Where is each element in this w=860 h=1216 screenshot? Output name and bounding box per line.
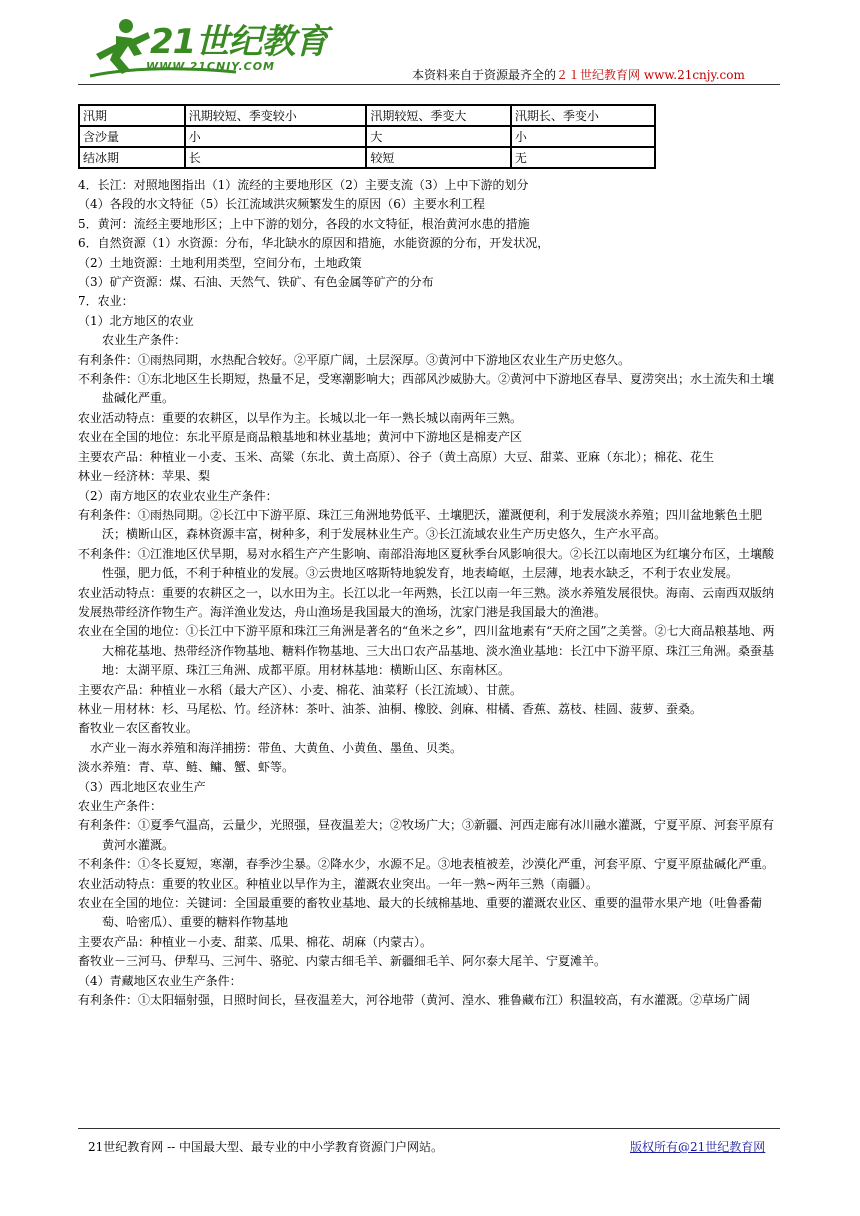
- table-cell: 小: [511, 126, 655, 147]
- header-note-url[interactable]: www.21cnjy.com: [643, 68, 745, 82]
- body-paragraph: 有利条件：①雨热同期。②长江中下游平原、珠江三角洲地势低平、土壤肥沃，灌溉便利，利于发展淡水养殖；四川盆地紫色土肥沃；横断山区，森林资源丰富，树种多，利于发展林业生产。③长江流域农业生产历史悠久，生产水平高。: [78, 507, 763, 542]
- body-line: 淡水养殖：青、草、鲢、鳙、蟹、虾等。: [78, 760, 295, 775]
- body-line: 农业生产条件：: [102, 333, 187, 348]
- logo-url: WWW.21CNJY.COM: [146, 60, 275, 73]
- body-paragraph: 农业在全国的地位：东北平原是商品粮基地和林业基地；黄河中下游地区是棉麦产区: [78, 430, 523, 445]
- subsection-heading: （1）北方地区的农业: [78, 313, 194, 328]
- body-line: （4）各段的水文特征（5）长江流域洪灾频繁发生的原因（6）主要水利工程: [78, 197, 485, 212]
- body-paragraph: 主要农产品：种植业－小麦、玉米、高粱（东北、黄土高原）、谷子（黄土高原）大豆、甜菜、亚麻（东北）；棉花、花生: [78, 449, 715, 464]
- body-paragraph: 有利条件：①太阳辐射强，日照时间长，昼夜温差大，河谷地带（黄河、湟水、雅鲁藏布江）积温较高，有水灌溉。②草场广阔: [78, 993, 751, 1008]
- footer-tagline: 21世纪教育网 -- 中国最大型、最专业的中小学教育资源门户网站。: [88, 1140, 444, 1154]
- subsection-heading: （4）青藏地区农业生产条件：: [78, 973, 242, 988]
- body-paragraph: 农业活动特点：重要的牧业区。种植业以旱作为主，灌溉农业突出。一年一熟~两年三熟（南疆）。: [78, 876, 599, 891]
- table-row: [79, 105, 655, 126]
- table-cell: 汛期较短、季变较小: [185, 105, 367, 126]
- body-paragraph: 农业在全国的地位：①长江中下游平原和珠江三角洲是著名的“鱼米之乡”，四川盆地素有“天府之国”之美誉。②七大商品粮基地、两大棉花基地、热带经济作物基地、糖料作物基地、三大出口农产品基地、淡水渔业基地：长江中下游平原、珠江三角洲。桑蚕基地：太湖平原、珠江三角洲、成都平原。用材林基地：横断山区、东南林区。: [78, 624, 775, 678]
- table-row: [79, 147, 655, 168]
- header-note-prefix: 本资料来自于资源最齐全的: [412, 68, 557, 82]
- body-line: 林业－用材林：杉、马尾松、竹。经济林：茶叶、油茶、油桐、橡胶、剑麻、柑橘、香蕉、荔枝、桂圆、菠萝、蚕桑。: [78, 701, 703, 716]
- body-paragraph: 不利条件：①东北地区生长期短，热量不足，受寒潮影响大；西部风沙威胁大。②黄河中下游地区春旱、夏涝突出；水土流失和土壤盐碱化严重。: [78, 372, 775, 406]
- body-paragraph: 有利条件：①雨热同期，水热配合较好。②平原广阔，土层深厚。③黄河中下游地区农业生产历史悠久。: [78, 352, 631, 367]
- document-body: [78, 176, 782, 1010]
- logo-text: 21世纪教育: [150, 22, 328, 62]
- subsection-heading: （2）南方地区的农业农业生产条件：: [78, 488, 278, 503]
- table-cell: 含沙量: [79, 126, 185, 147]
- header-divider: [78, 84, 780, 85]
- body-paragraph: 农业活动特点：重要的农耕区之一，以水田为主。长江以北一年两熟，长江以南一年三熟。淡水养殖发展很快。海南、云南西双版纳发展热带经济作物生产。海洋渔业发达，舟山渔场是我国最大的渔场，沈家门港是我国最大的渔港。: [78, 585, 775, 619]
- body-line: 4．长江：对照地图指出（1）流经的主要地形区（2）主要支流（3）上中下游的划分: [78, 178, 529, 192]
- body-line: 主要农产品：种植业－水稻（最大产区）、小麦、棉花、油菜籽（长江流域）、甘蔗。: [78, 682, 523, 697]
- body-paragraph: 不利条件：①江淮地区伏旱期，易对水稻生产产生影响、南部沿海地区夏秋季台风影响很大。②长江以南地区为红壤分布区，土壤酸性强，肥力低，不利于种植业的发展。③云贵地区喀斯特地貌发育，地表崎岖，土层薄，地表水缺乏，不利于农业发展。: [78, 546, 775, 581]
- copyright-link[interactable]: 版权所有@21世纪教育网: [630, 1140, 766, 1154]
- body-paragraph: 农业活动特点：重要的农耕区，以旱作为主。长城以北一年一熟长城以南两年三熟。: [78, 410, 523, 425]
- river-comparison-table: [78, 104, 656, 169]
- section-heading: 7．农业：: [78, 294, 134, 309]
- body-line: 林业－经济林：苹果、梨: [78, 469, 211, 484]
- table-cell: 汛期较短、季变大: [366, 105, 511, 126]
- body-paragraph: 畜牧业－三河马、伊犁马、三河牛、骆驼、内蒙古细毛羊、新疆细毛羊、阿尔泰大尾羊、宁夏滩羊。: [78, 954, 607, 969]
- table-cell: 长: [185, 147, 367, 168]
- table-cell: 小: [185, 126, 367, 147]
- body-line: 6．自然资源（1）水资源：分布，华北缺水的原因和措施，水能资源的分布，开发状况，: [78, 236, 550, 251]
- body-paragraph: 主要农产品：种植业－小麦、甜菜、瓜果、棉花、胡麻（内蒙古）。: [78, 934, 433, 949]
- footer-divider: [78, 1128, 780, 1129]
- body-line: （3）矿产资源：煤、石油、天然气、铁矿、有色金属等矿产的分布: [78, 275, 434, 290]
- subsection-heading: （3）西北地区农业生产: [78, 779, 206, 794]
- body-line: （2）土地资源：土地利用类型，空间分布，土地政策: [78, 255, 362, 270]
- table-cell: 结冰期: [79, 147, 185, 168]
- body-line: 农业生产条件：: [78, 799, 163, 813]
- table-cell: 无: [511, 147, 655, 168]
- page-header: [0, 0, 860, 100]
- table-cell: 较短: [366, 147, 511, 168]
- table-row: [79, 126, 655, 147]
- header-note-brand[interactable]: ２１世纪教育网: [556, 68, 641, 82]
- table-cell: 汛期: [79, 105, 185, 126]
- body-paragraph: 不利条件：①冬长夏短，寒潮，春季沙尘暴。②降水少，水源不足。③地表植被差，沙漠化严重，河套平原、宁夏平原盐碱化严重。: [78, 857, 775, 872]
- body-line: 水产业－海水养殖和海洋捕捞：带鱼、大黄鱼、小黄鱼、墨鱼、贝类。: [90, 740, 463, 755]
- body-paragraph: 有利条件：①夏季气温高，云量少，光照强，昼夜温差大；②牧场广大；③新疆、河西走廊有冰川融水灌溉，宁夏平原、河套平原有黄河水灌溉。: [78, 818, 775, 852]
- table-cell: 汛期长、季变小: [511, 105, 655, 126]
- table-cell: 大: [366, 126, 511, 147]
- body-line: 5．黄河：流经主要地形区；上中下游的划分，各段的水文特征，根治黄河水患的措施: [78, 216, 530, 231]
- body-paragraph: 农业在全国的地位：关键词：全国最重要的畜牧业基地、最大的长绒棉基地、重要的灌溉农业区、重要的温带水果产地（吐鲁番葡萄、哈密瓜）、重要的糖料作物基地: [78, 896, 763, 930]
- body-line: 畜牧业－农区畜牧业。: [78, 721, 199, 736]
- header-note: [412, 66, 745, 83]
